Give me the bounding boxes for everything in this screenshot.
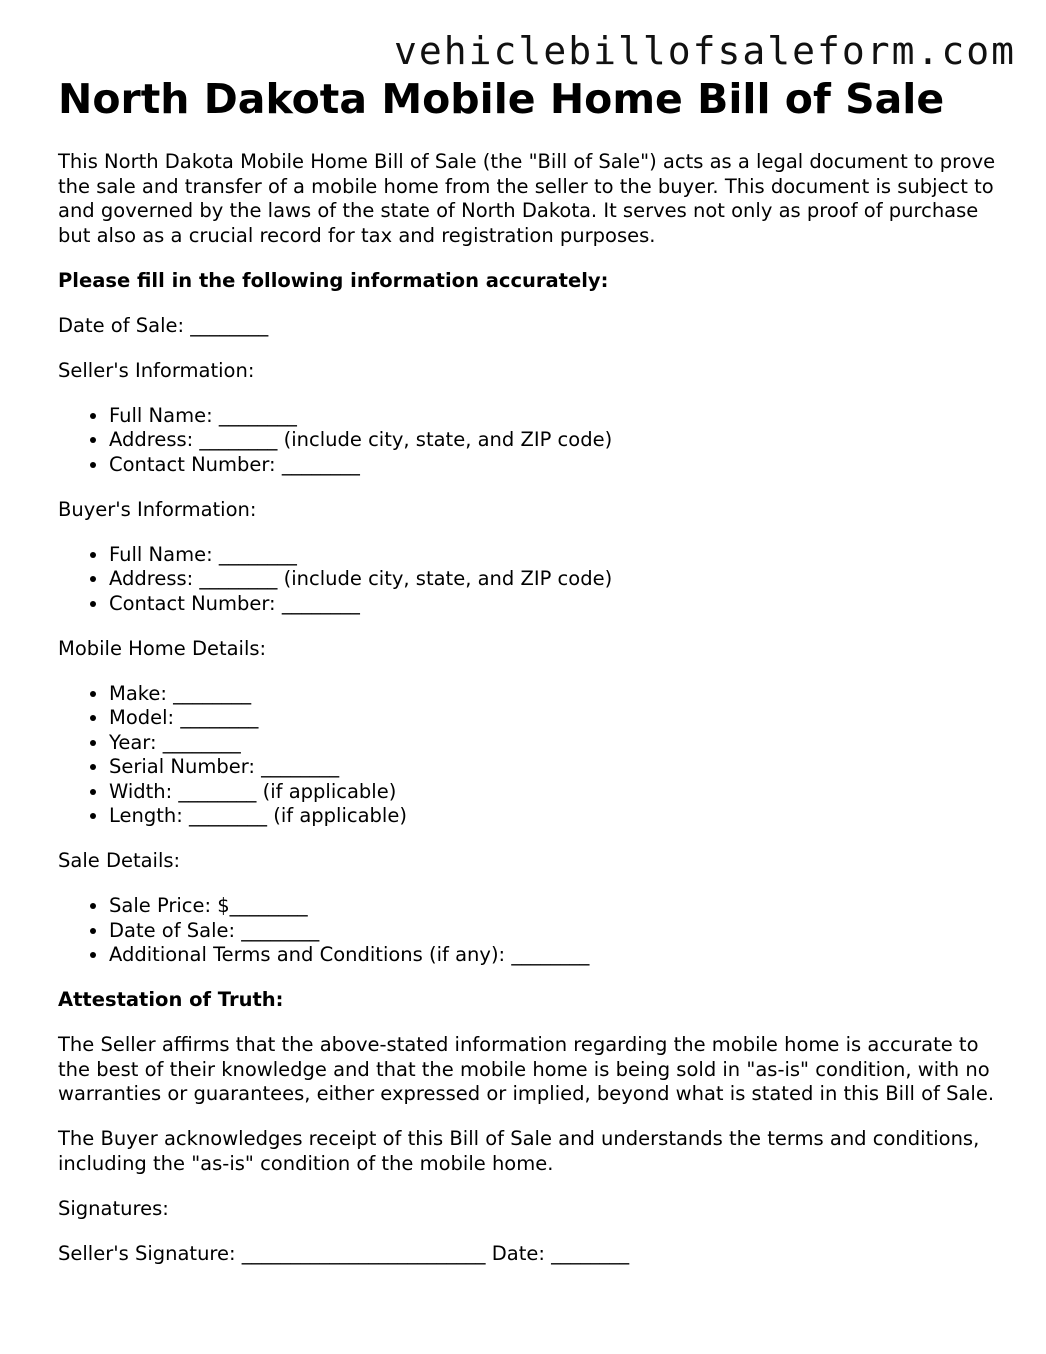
buyer-full-name-field: • Full Name: ________ (109, 543, 998, 568)
sale-details-heading: Sale Details: (58, 849, 181, 873)
sale-details-list (58, 894, 998, 968)
sale-date-field: • Date of Sale: ________ (109, 919, 998, 944)
seller-info-heading: Seller's Information: (58, 358, 255, 382)
width-field: • Width: ________ (if applicable) (109, 780, 998, 805)
document-title: North Dakota Mobile Home Bill of Sale (58, 75, 945, 123)
seller-info-list (58, 404, 998, 478)
seller-contact-field: • Contact Number: ________ (109, 453, 998, 478)
serial-number-field: • Serial Number: ________ (109, 755, 998, 780)
seller-address-field: • Address: ________ (include city, state, and ZIP code) (109, 428, 998, 453)
buyer-address-field: • Address: ________ (include city, state, and ZIP code) (109, 567, 998, 592)
buyer-info-list (58, 543, 998, 617)
buyer-attestation-paragraph: The Buyer acknowledges receipt of this Bill of Sale and understands the terms and conditions, including the "as-is" condition of the mobile home. (58, 1127, 980, 1175)
document-page (58, 76, 998, 1287)
intro-paragraph: This North Dakota Mobile Home Bill of Sale (the "Bill of Sale") acts as a legal document to prove the sale and transfer of a mobile home from the seller to the buyer. This document is subject to and governed by the laws of the state of North Dakota. It serves not only as proof of purchase but also as a crucial record for tax and registration purposes. (58, 150, 996, 247)
model-field: • Model: ________ (109, 706, 998, 731)
year-field: • Year: ________ (109, 731, 998, 756)
seller-full-name-field: • Full Name: ________ (109, 404, 998, 429)
length-field: • Length: ________ (if applicable) (109, 804, 998, 829)
date-of-sale-field: Date of Sale: ________ (58, 313, 269, 337)
seller-signature-line: Seller's Signature: _________________________ Date: ________ (58, 1241, 630, 1265)
mobile-home-details-list (58, 682, 998, 829)
make-field: • Make: ________ (109, 682, 998, 707)
buyer-info-heading: Buyer's Information: (58, 497, 257, 521)
signatures-heading: Signatures: (58, 1196, 169, 1220)
mobile-home-details-heading: Mobile Home Details: (58, 636, 267, 660)
instructions-heading: Please fill in the following information accurately: (58, 268, 609, 292)
sale-price-field: • Sale Price: $________ (109, 894, 998, 919)
watermark: vehiclebillofsaleform.com (394, 29, 1016, 73)
additional-terms-field: • Additional Terms and Conditions (if any): ________ (109, 943, 998, 968)
buyer-contact-field: • Contact Number: ________ (109, 592, 998, 617)
seller-attestation-paragraph: The Seller affirms that the above-stated information regarding the mobile home is accurate to the best of their knowledge and that the mobile home is being sold in "as-is" condition, with no warranties or guarantees, either expressed or implied, beyond what is stated in this Bill of Sale. (58, 1033, 995, 1106)
attestation-heading: Attestation of Truth: (58, 988, 284, 1012)
